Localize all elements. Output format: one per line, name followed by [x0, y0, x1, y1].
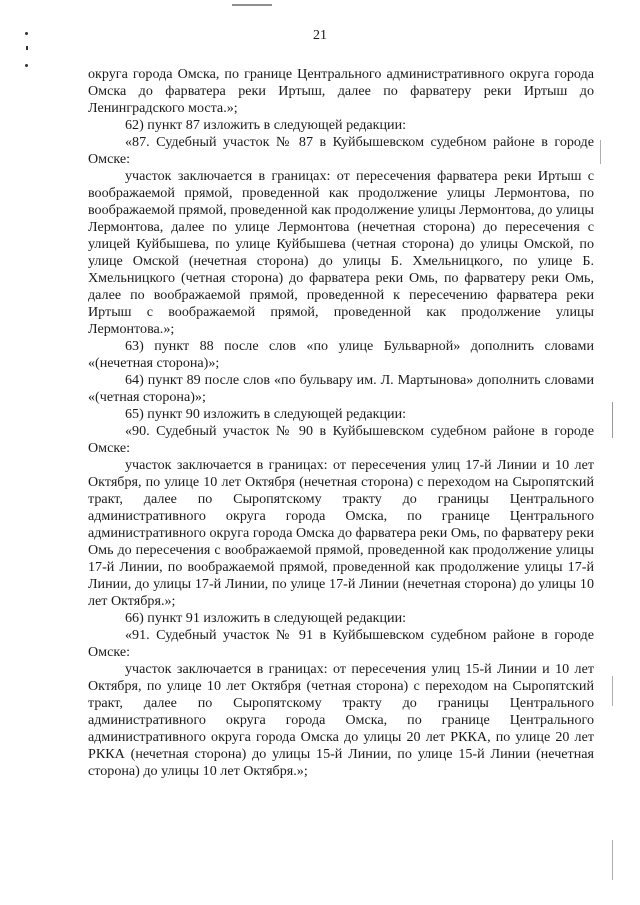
paragraph: «91. Судебный участок № 91 в Куйбышевском судебном районе в городе Омске:	[88, 627, 594, 660]
paragraph: «90. Судебный участок № 90 в Куйбышевском судебном районе в городе Омске:	[88, 423, 594, 456]
paragraph: 63) пункт 88 после слов «по улице Бульварной» дополнить словами «(нечетная сторона)»;	[88, 338, 594, 371]
paragraph: 64) пункт 89 после слов «по бульвару им. Л. Мартынова» дополнить словами «(четная сторона)»;	[88, 372, 594, 405]
paragraph: участок заключается в границах: от пересечения улиц 17-й Линии и 10 лет Октября, по улице 10 лет Октября (нечетная сторона) с переходом на Сыропятский тракт, далее по Сыропятскому тракту до границы Центрального административного округа города Омска, по границе Центрального административного округа города Омска до фарватера реки Омь, по фарватеру реки Омь до пересечения с воображаемой прямой, проведенной как продолжение улицы 17-й Линии, по воображаемой прямой, проведенной как продолжение улицы 17-й Линии, до улицы 17-й Линии, по улице 17-й Линии (нечетная сторона) до улицы 10 лет Октября.»;	[88, 457, 594, 609]
paragraph: 66) пункт 91 изложить в следующей редакции:	[125, 610, 407, 626]
scan-artifact-right-4	[612, 840, 613, 880]
paragraph: 65) пункт 90 изложить в следующей редакции:	[125, 406, 407, 422]
page-number: 21	[313, 28, 327, 43]
scan-artifact-left-1	[25, 32, 28, 35]
paragraph: «87. Судебный участок № 87 в Куйбышевском судебном районе в городе Омске:	[88, 134, 594, 167]
paragraph: округа города Омска, по границе Центрального административного округа города Омска до фарватера реки Иртыш, далее по фарватеру реки Иртыш до Ленинградского моста.»;	[88, 66, 594, 116]
scan-artifact-left-3	[25, 64, 28, 67]
document-body	[88, 66, 594, 780]
paragraph: участок заключается в границах: от пересечения фарватера реки Иртыш с воображаемой прямой, проведенной как продолжение улицы Лермонтова, по воображаемой прямой, проведенной как продолжение улицы Лермонтова, до улицы Лермонтова, далее по улице Лермонтова (нечетная сторона) до пересечения с улицей Куйбышева, по улице Куйбышева (четная сторона) до улицы Омской, по улице Омской (нечетная сторона) до улицы Б. Хмельницкого, по улице Б. Хмельницкого (четная сторона) до фарватера реки Омь, по фарватеру реки Омь, далее по воображаемой прямой, проведенной к пересечению фарватера реки Иртыш с воображаемой прямой, проведенной как продолжение улицы Лермонтова.»;	[88, 168, 594, 337]
scan-artifact-right-1	[600, 140, 601, 164]
paragraph: участок заключается в границах: от пересечения улиц 15-й Линии и 10 лет Октября, по улице 10 лет Октября (четная сторона) с переходом на Сыропятский тракт, далее по Сыропятскому тракту до границы Центрального административного округа города Омска, по границе Центрального административного округа города Омска до улицы 20 лет РККА, по улице 20 лет РККА (нечетная сторона) до улицы 15-й Линии, по улице 15-й Линии (нечетная сторона) до улицы 10 лет Октября.»;	[88, 661, 594, 779]
scan-artifact-left-2	[26, 46, 28, 50]
scan-artifact-right-2	[612, 402, 613, 438]
scan-artifact-right-3	[612, 676, 613, 706]
paragraph: 62) пункт 87 изложить в следующей редакции:	[125, 117, 407, 133]
scan-artifact-top	[232, 4, 272, 6]
